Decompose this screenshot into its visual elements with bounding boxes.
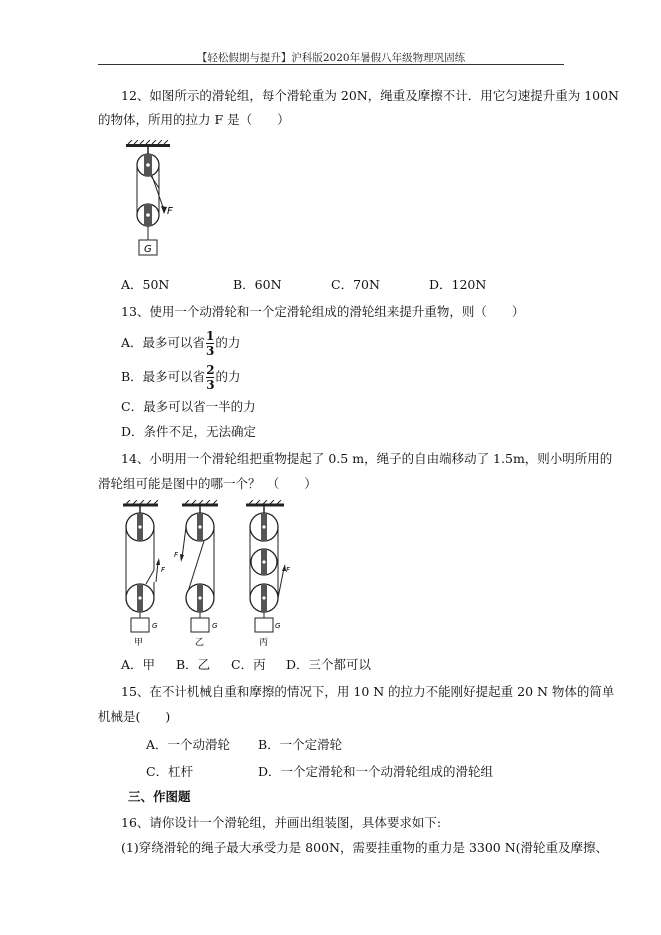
section-title: 三、作图题 — [128, 789, 191, 804]
q14-option-a[interactable]: A．甲 — [121, 657, 156, 672]
fraction-two-thirds: $\frac{2}{3}$ — [206, 363, 215, 392]
q12-option-a[interactable]: A．50N — [121, 277, 170, 292]
q13-option-c[interactable]: C．最多可以省一半的力 — [121, 399, 256, 414]
q13-option-d[interactable]: D．条件不足，无法确定 — [121, 424, 257, 439]
q13-option-b[interactable] — [121, 364, 241, 391]
header-divider — [98, 64, 564, 65]
q12-stem-line2: 的物体，所用的拉力 F 是（ ） — [98, 112, 290, 127]
q12-option-b[interactable]: B．60N — [233, 277, 282, 292]
q15-option-c[interactable]: C．杠杆 — [146, 764, 194, 779]
q14-stem-line2: 滑轮组可能是图中的哪一个？ （ ） — [98, 476, 317, 491]
q13-option-a[interactable] — [121, 330, 240, 357]
q13-option-b-prefix: B．最多可以省 — [121, 369, 206, 384]
q13-option-b-suffix: 的力 — [215, 369, 241, 384]
q15-option-b[interactable]: B．一个定滑轮 — [258, 737, 343, 752]
page-header: 【轻松假期与提升】沪科版2020年暑假八年级物理巩固练 — [196, 52, 466, 64]
q13-option-a-suffix: 的力 — [215, 335, 241, 350]
q14-option-c[interactable]: C．丙 — [231, 657, 266, 672]
svg-text:F: F — [174, 551, 179, 559]
q14-option-d[interactable]: D．三个都可以 — [286, 657, 372, 672]
q12-stem-line1: 12、如图所示的滑轮组，每个滑轮重为 20N，绳重及摩擦不计．用它匀速提升重为 100N — [121, 88, 619, 103]
figure-yi — [174, 500, 218, 648]
force-label: F — [167, 206, 173, 217]
figure-jia — [123, 500, 166, 648]
q15-option-a[interactable]: A．一个动滑轮 — [146, 737, 231, 752]
q15-stem-line2: 机械是( ) — [98, 709, 171, 724]
fraction-one-third: $\frac{1}{3}$ — [206, 329, 215, 358]
figure-label-jia: 甲 — [134, 638, 144, 648]
figure-bing — [246, 500, 291, 648]
figure-label-yi: 乙 — [195, 638, 205, 648]
ceiling — [126, 144, 170, 147]
svg-text:G: G — [152, 622, 158, 630]
svg-text:G: G — [212, 622, 218, 630]
q16-stem-line2: (1)穿绕滑轮的绳子最大承受力是 800N，需要挂重物的重力是 3300 N(滑轮重及摩擦、 — [121, 840, 609, 855]
q12-pulley-figure — [118, 140, 188, 265]
q15-stem-line1: 15、在不计机械自重和摩擦的情况下，用 10 N 的拉力不能刚好提起重 20 N 物体的简单 — [121, 684, 615, 699]
q12-option-d[interactable]: D．120N — [429, 277, 487, 292]
svg-text:F: F — [161, 566, 166, 574]
q14-pulley-figures — [118, 500, 308, 648]
q13-option-a-prefix: A．最多可以省 — [121, 335, 206, 350]
q12-option-c[interactable]: C．70N — [331, 277, 380, 292]
figure-label-bing: 丙 — [259, 638, 269, 648]
svg-text:F: F — [286, 566, 291, 574]
q13-stem: 13、使用一个动滑轮和一个定滑轮组成的滑轮组来提升重物，则（ ） — [121, 304, 525, 319]
ceiling-hatch — [128, 140, 168, 144]
q14-option-b[interactable]: B．乙 — [176, 657, 211, 672]
q14-stem-line1: 14、小明用一个滑轮组把重物提起了 0.5 m，绳子的自由端移动了 1.5m，则小明所用的 — [121, 451, 613, 466]
svg-text:G: G — [275, 622, 281, 630]
q16-stem-line1: 16、请你设计一个滑轮组，并画出组装图，具体要求如下: — [121, 815, 442, 830]
weight-label: G — [144, 244, 152, 255]
q15-option-d[interactable]: D．一个定滑轮和一个动滑轮组成的滑轮组 — [258, 764, 494, 779]
